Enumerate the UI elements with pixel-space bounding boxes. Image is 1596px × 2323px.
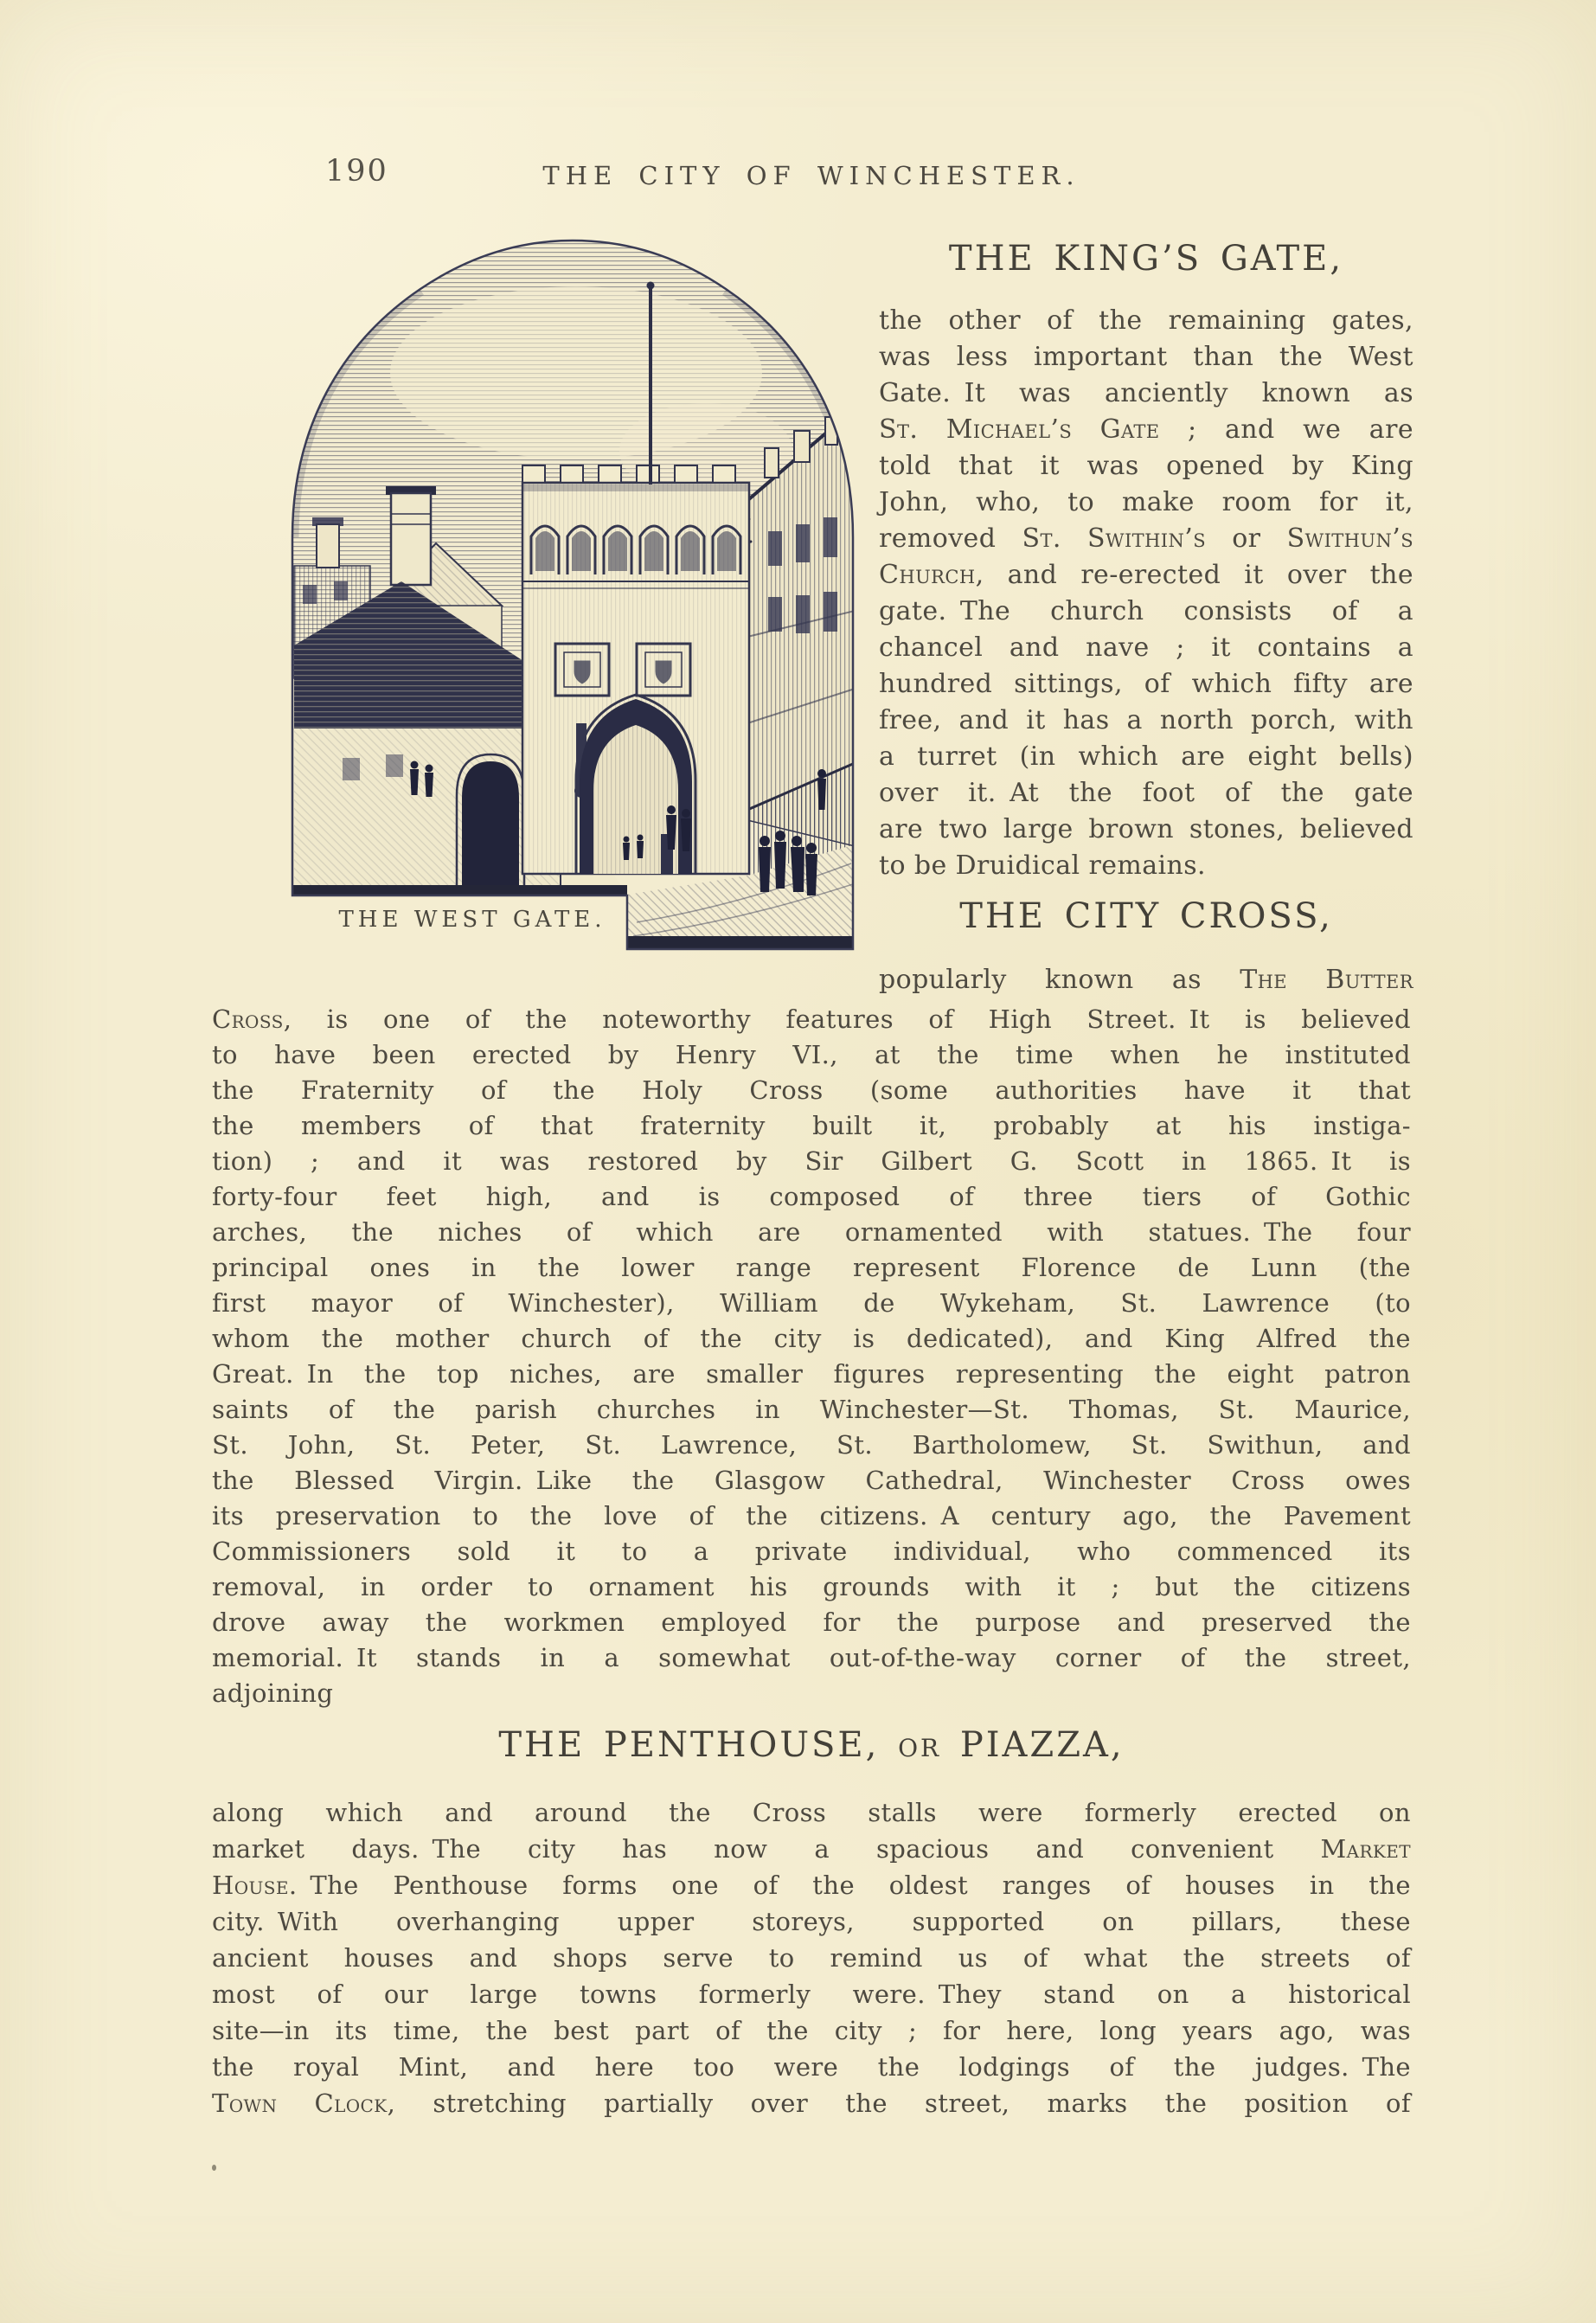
- text-line: hundred sittings, of which fifty are: [879, 669, 1413, 699]
- text-line: ancient houses and shops serve to remind us of what the streets of: [212, 1943, 1411, 1973]
- text-line: over it. At the foot of the gate: [879, 778, 1413, 808]
- text-line: chancel and nave ; it contains a: [879, 632, 1413, 663]
- text-line: its preservation to the love of the citizens. A century ago, the Pavement: [212, 1501, 1411, 1530]
- text-line: Church, and re-erected it over the: [879, 560, 1413, 590]
- text-line: are two large brown stones, believed: [879, 814, 1413, 844]
- running-title: THE CITY OF WINCHESTER.: [542, 161, 1080, 190]
- text-line: saints of the parish churches in Winchester—St. Thomas, St. Maurice,: [212, 1395, 1411, 1424]
- text-line: along which and around the Cross stalls were formerly erected on: [212, 1798, 1411, 1827]
- text-line: forty-four feet high, and is composed of three tiers of Gothic: [212, 1182, 1411, 1211]
- text-line: Commissioners sold it to a private individual, who commenced its: [212, 1537, 1411, 1566]
- text-line: St. Michael’s Gate ; and we are: [879, 414, 1413, 445]
- text-line: city. With overhanging upper storeys, supported on pillars, these: [212, 1907, 1411, 1936]
- text-line: removed St. Swithin’s or Swithun’s: [879, 523, 1413, 554]
- text-line: first mayor of Winchester), William de Wykeham, St. Lawrence (to: [212, 1288, 1411, 1318]
- gateway-arch: [576, 695, 695, 874]
- text-line: site—in its time, the best part of the city ; for here, long years ago, was: [212, 2016, 1411, 2045]
- section-heading-city-cross: THE CITY CROSS,: [959, 896, 1333, 936]
- text-line: drove away the workmen employed for the purpose and preserved the: [212, 1607, 1411, 1637]
- text-line: memorial. It stands in a somewhat out-of-the-way corner of the street,: [212, 1643, 1411, 1672]
- text-line: removal, in order to ornament his grounds with it ; but the citizens: [212, 1572, 1411, 1601]
- penthouse-paragraph: [212, 1794, 1411, 2121]
- west-gate-engraving: [291, 239, 855, 951]
- text-line: most of our large towns formerly were. They stand on a historical: [212, 1980, 1411, 2009]
- text-line: to be Druidical remains.: [879, 850, 1206, 881]
- text-line: whom the mother church of the city is dedicated), and King Alfred the: [212, 1324, 1411, 1353]
- text-line: Cross, is one of the noteworthy features of High Street. It is believed: [212, 1004, 1411, 1034]
- main-text-column: [212, 1002, 1411, 2121]
- text-line: St. John, St. Peter, St. Lawrence, St. Bartholomew, St. Swithun, and: [212, 1430, 1411, 1460]
- text-line: the royal Mint, and here too were the lodgings of the judges. The: [212, 2052, 1411, 2082]
- text-line: gate. The church consists of a: [879, 596, 1413, 626]
- city-cross-paragraph: [212, 1002, 1411, 1711]
- city-cross-intro-line: [879, 962, 1413, 998]
- text-line: the Fraternity of the Holy Cross (some authorities have it that: [212, 1075, 1411, 1105]
- text-line: Gate. It was anciently known as: [879, 378, 1413, 408]
- text-line: the members of that fraternity built it, probably at his instiga-: [212, 1111, 1411, 1140]
- page-number: 190: [325, 154, 388, 189]
- text-line: tion) ; and it was restored by Sir Gilbert G. Scott in 1865. It is: [212, 1146, 1411, 1176]
- text-line: adjoining: [212, 1678, 334, 1708]
- illustration-caption: THE WEST GATE.: [338, 907, 606, 933]
- text-line: the other of the remaining gates,: [879, 305, 1413, 336]
- text-line: John, who, to make room for it,: [879, 487, 1413, 517]
- text-line: to have been erected by Henry VI., at the time when he instituted: [212, 1040, 1411, 1069]
- text-line: market days. The city has now a spacious and convenient Market: [212, 1834, 1411, 1864]
- text-line: was less important than the West: [879, 342, 1413, 372]
- text-line: Town Clock, stretching partially over the street, marks the position of: [212, 2089, 1411, 2118]
- ink-speck: [212, 2165, 216, 2171]
- section-heading-kings-gate: THE KING’S GATE,: [948, 239, 1344, 279]
- section-heading-penthouse: THE PENTHOUSE, or PIAZZA,: [498, 1725, 1125, 1765]
- text-line: House. The Penthouse forms one of the oldest ranges of houses in the: [212, 1871, 1411, 1900]
- text-line: the Blessed Virgin. Like the Glasgow Cathedral, Winchester Cross owes: [212, 1466, 1411, 1495]
- text-line: Great. In the top niches, are smaller figures representing the eight patron: [212, 1359, 1411, 1389]
- text-line: popularly known as The Butter: [879, 965, 1413, 995]
- text-line: principal ones in the lower range represent Florence de Lunn (the: [212, 1253, 1411, 1282]
- text-line: a turret (in which are eight bells): [879, 741, 1413, 772]
- text-line: told that it was opened by King: [879, 451, 1413, 481]
- text-line: free, and it has a north porch, with: [879, 705, 1413, 735]
- kings-gate-paragraph: [879, 303, 1413, 884]
- right-text-column: [879, 239, 1413, 998]
- text-line: arches, the niches of which are ornamented with statues. The four: [212, 1217, 1411, 1247]
